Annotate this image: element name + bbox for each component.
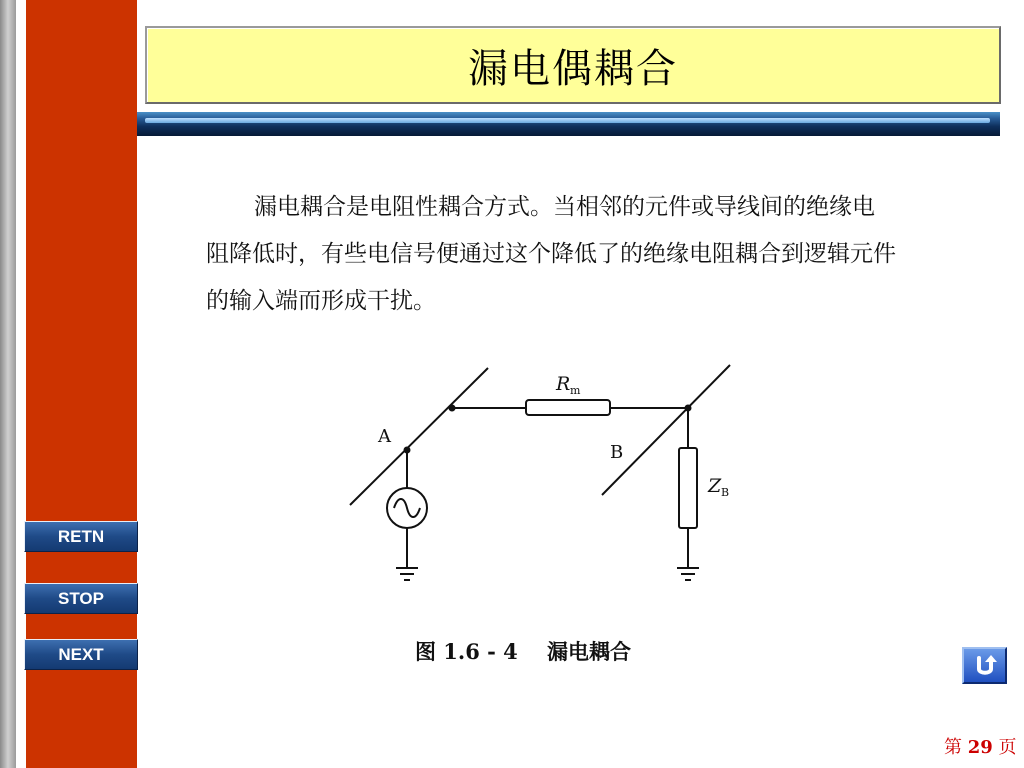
- retn-button[interactable]: RETN: [24, 521, 138, 552]
- label-node-a: A: [378, 426, 391, 447]
- page-suffix: 页: [998, 737, 1017, 758]
- body-paragraph: 漏电耦合是电阻性耦合方式。当相邻的元件或导线间的绝缘电阻降低时，有些电信号便通过这个降低了的绝缘电阻耦合到逻辑元件的输入端而形成干扰。: [206, 194, 896, 314]
- conductor-a: [350, 368, 488, 505]
- figure-caption: 图 1.6 - 4 漏电耦合: [415, 639, 632, 664]
- page-prefix: 第: [944, 737, 962, 758]
- label-zb-sub: B: [721, 486, 730, 499]
- title-banner: [145, 26, 1001, 104]
- label-rm-sub: m: [570, 384, 581, 397]
- header-divider-highlight: [145, 118, 990, 123]
- next-button[interactable]: NEXT: [24, 639, 138, 670]
- page-title: 漏电偶耦合: [468, 45, 678, 92]
- ac-sine-wave: [394, 499, 420, 517]
- junction-a-top: [449, 405, 456, 412]
- label-rm: R: [556, 373, 571, 395]
- junction-b-top: [685, 405, 692, 412]
- leakage-coupling-circuit-diagram: [330, 350, 750, 600]
- stop-button[interactable]: STOP: [24, 583, 138, 614]
- page-number-value: 29: [967, 737, 993, 758]
- page-number: [944, 733, 1017, 759]
- return-arrow-icon: [972, 654, 998, 678]
- leakage-resistor: [526, 400, 610, 415]
- header-divider: [137, 112, 1000, 136]
- return-button[interactable]: [962, 647, 1007, 684]
- label-zb: Z: [708, 475, 722, 497]
- load-impedance: [679, 448, 697, 528]
- label-node-b: B: [610, 442, 624, 463]
- left-edge-bar: [0, 0, 16, 768]
- junction-a-source: [404, 447, 411, 454]
